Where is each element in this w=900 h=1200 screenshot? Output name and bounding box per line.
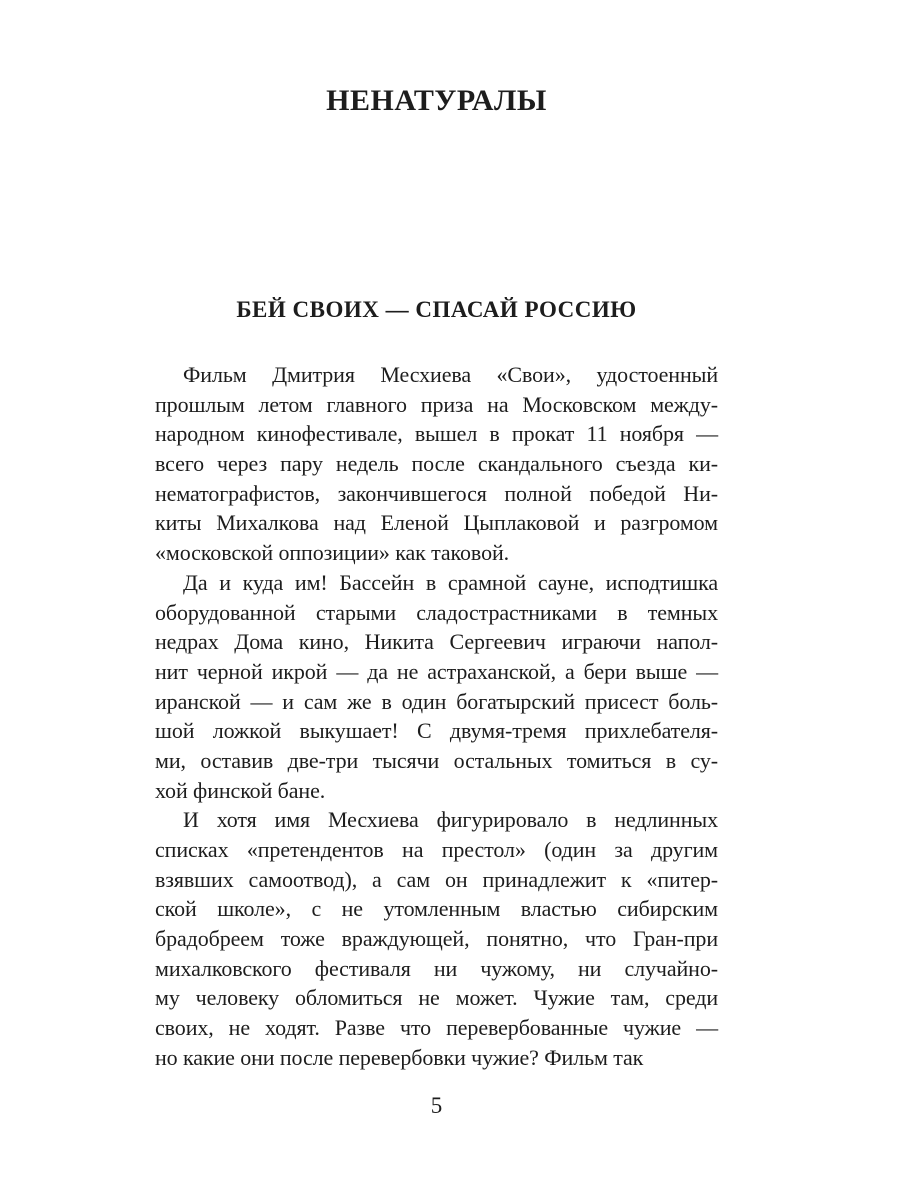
text-line: взявших самоотвод), а сам он принадлежит к «питер- [155, 866, 718, 892]
text-line: михалковского фестиваля ни чужому, ни случайно- [155, 955, 718, 981]
text-line: ской школе», с не утомленным властью сибирским [155, 896, 718, 922]
text-line: ми, оставив две-три тысячи остальных томиться в су- [155, 747, 718, 773]
book-title: НЕНАТУРАЛЫ [326, 84, 547, 117]
text-line: му человеку обломиться не может. Чужие там, среди [155, 985, 718, 1011]
text-line: списках «претендентов на престол» (один за другим [155, 837, 718, 862]
text-line: народном кинофестивале, вышел в прокат 11 ноября — [155, 421, 718, 447]
text-line: иранской — и сам же в один богатырский присест боль- [155, 688, 718, 714]
body-text [155, 360, 718, 1073]
text-line: «московской оппозиции» как таковой. [155, 540, 510, 566]
text-line: недрах Дома кино, Никита Сергеевич играючи напол- [155, 629, 718, 655]
text-line: всего через пару недель после скандального съезда ки- [155, 451, 718, 477]
text-line: киты Михалкова над Еленой Цыплаковой и разгромом [155, 510, 718, 536]
paragraph [155, 805, 718, 1072]
text-line: своих, не ходят. Разве что перевербованные чужие — [155, 1015, 718, 1041]
text-line: нит черной икрой — да не астраханской, а бери выше — [155, 658, 718, 684]
text-line: хой финской бане. [155, 777, 326, 803]
text-line: брадобреем тоже враждующей, понятно, что Гран-при [155, 926, 718, 952]
text-line: оборудованной старыми сладострастниками в темных [155, 599, 718, 625]
text-line: И хотя имя Месхиева фигурировало в недлинных [183, 807, 718, 833]
paragraph [155, 568, 718, 806]
text-line: шой ложкой выкушает! С двумя-тремя прихлебателя- [155, 718, 718, 744]
chapter-title: БЕЙ СВОИХ — СПАСАЙ РОССИЮ [236, 297, 637, 322]
text-line: Да и куда им! Бассейн в срамной сауне, исподтишка [183, 569, 718, 595]
page-number: 5 [430, 1093, 443, 1118]
text-line: нематографистов, закончившегося полной победой Ни- [155, 480, 718, 506]
paragraph [155, 360, 718, 568]
text-line: Фильм Дмитрия Месхиева «Свои», удостоенный [183, 362, 718, 387]
text-line: прошлым летом главного приза на Московском между- [155, 391, 718, 417]
text-line: но какие они после перевербовки чужие? Фильм так [155, 1044, 644, 1070]
